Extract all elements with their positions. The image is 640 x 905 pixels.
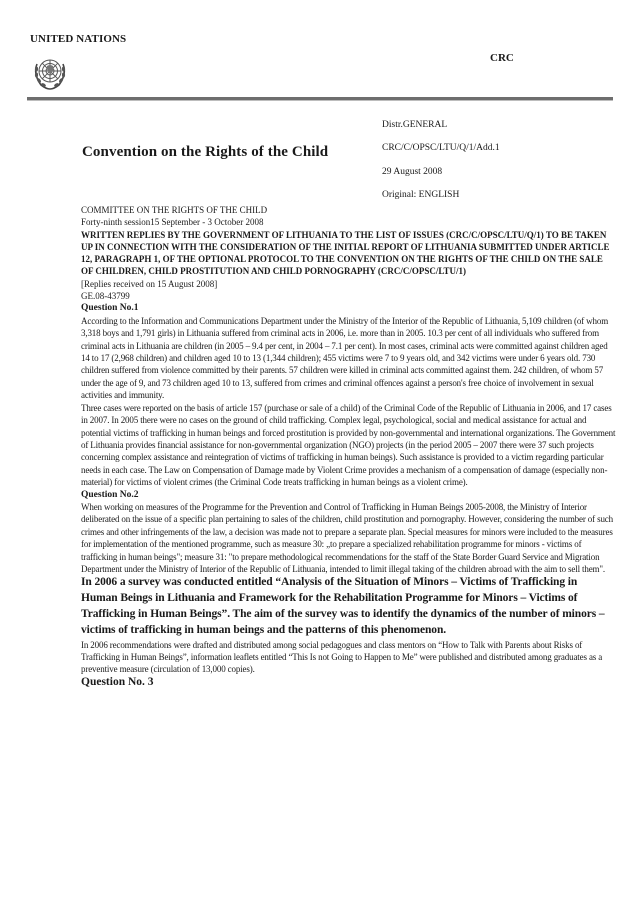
ge-number: GE.08-43799 (81, 291, 130, 302)
question-1-paragraph: According to the Information and Communications Department under the Ministry of the Interior of the Republic of Lithuania, 5,109 children (of whom 3,318 boys and 1,791 girls) in Lithuania suffered from criminal acts in 2006, i.e. more than in 2005. 10.3 per cent of all individuals who suffered from criminal acts in Lithuania are children (in 2005 – 9.4 per cent, in 2004 – 7.1 per cent). In most cases, criminal acts were committed against children aged 14 to 17 (2,968 children) and children aged 10 to 13 (1,344 children); 455 victims were 7 to 9 years old, and 342 victims were under 6 years old. 730 children suffered from violence committed by their parents. 57 children were killed in criminal acts committed against them. 242 children, of whom 57 under the age of 9, and 73 children aged 10 to 13, suffered from crimes and criminal offences against a person's free choice of involvement in sexual activities and immunity. (81, 315, 609, 401)
document-date: 29 August 2008 (382, 166, 443, 177)
organization-name: UNITED NATIONS (30, 33, 127, 45)
header-divider (27, 97, 613, 101)
question-2-heading: Question No.2 (81, 489, 139, 500)
document-body (81, 204, 616, 688)
survey-paragraph: In 2006 a survey was conducted entitled “Analysis of the Situation of Minors – Victims of Trafficking in Human Beings in Lithuania and Framework for the Rehabilitation Programme for Minors – Victims of Trafficking in Human Beings”. The aim of the survey was to identify the dynamics of the number of minors – victims of trafficking in human beings and the patterns of this phenomenon. (81, 576, 605, 636)
document-heading: WRITTEN REPLIES BY THE GOVERNMENT OF LITHUANIA TO THE LIST OF ISSUES (CRC/C/OPSC/LTU/Q/1) TO BE TAKEN UP IN CONNECTION WITH THE CONSIDERATION OF THE INITIAL REPORT OF LITHUANIA SUBMITTED UNDER ARTICLE 12, PARAGRAPH 1, OF THE OPTIONAL PROTOCOL TO THE CONVENTION ON THE RIGHTS OF THE CHILD ON THE SALE OF CHILDREN, CHILD PROSTITUTION AND CHILD PORNOGRAPHY (CRC/C/OPSC/LTU/1) (81, 229, 610, 277)
series-code: CRC (490, 52, 514, 64)
question-2-paragraph: When working on measures of the Programme for the Prevention and Control of Trafficking in Human Beings 2005-2008, the Ministry of Interior deliberated on the issue of a specific plan pertaining to sales of the children, child prostitution and pornography. However, considering the number of such crimes and other infringements of the law, a decision was made not to prepare a separate plan. Special measures for minors were included to the measures for implementation of the mentioned programme, such as measure 30: „to prepare a specialized rehabilitation programme for minors - victims of trafficking in human beings"; measure 31: "to prepare methodological recommendations for the staff of the State Border Guard Service and Migration Department under the Ministry of Interior of the Republic of Lithuania, intended to limit illegal taking of the children abroad with the aim to sell them". (81, 501, 613, 574)
recommendations-paragraph: In 2006 recommendations were drafted and distributed among social pedagogues and class mentors on “How to Talk with Parents about Risks of Trafficking in Human Beings”, information leaflets entitled “This Is not Going to Happen to Me” were published and distributed among graduates as a preventive measure (circulation of 13,000 copies). (81, 639, 603, 675)
un-emblem-icon (30, 52, 70, 92)
distribution: Distr.GENERAL (382, 120, 448, 130)
question-3-heading: Question No. 3 (81, 675, 154, 688)
question-1-heading: Question No.1 (81, 303, 139, 314)
committee-name: COMMITTEE ON THE RIGHTS OF THE CHILD (81, 205, 268, 215)
original-language: Original: ENGLISH (382, 189, 460, 200)
session-info: Forty-ninth session15 September - 3 October 2008 (81, 217, 264, 228)
document-title: Convention on the Rights of the Child (82, 144, 329, 160)
document-metadata (382, 114, 500, 207)
received-note: [Replies received on 15 August 2008] (81, 278, 218, 289)
question-1-paragraph: Three cases were reported on the basis of article 157 (purchase or sale of a child) of the Criminal Code of the Republic of Lithuania in 2006, and 17 cases in 2007. In 2005 there were no cases on the ground of child trafficking. Complex legal, psychological, social and medical assistance for actual and potential victims of trafficking in human beings and forced prostitution is provided by non-governmental and international organizations. The Government of Lithuania provides financial assistance for non-governmental organization (NGO) projects (in the period 2005 – 2007 there were 37 such projects concerning complex assistance and reintegration of victims of trafficking in human beings). Such assistance is provided to a victim regarding particular needs in each case. The Law on Compensation of Damage made by Violent Crime provides a mechanism of a compensation of damage (especially non-material) for victims of violent crimes (the Criminal Code treats trafficking in human beings as a violent crime). (81, 402, 616, 488)
document-symbol: CRC/C/OPSC/LTU/Q/1/Add.1 (382, 143, 500, 154)
